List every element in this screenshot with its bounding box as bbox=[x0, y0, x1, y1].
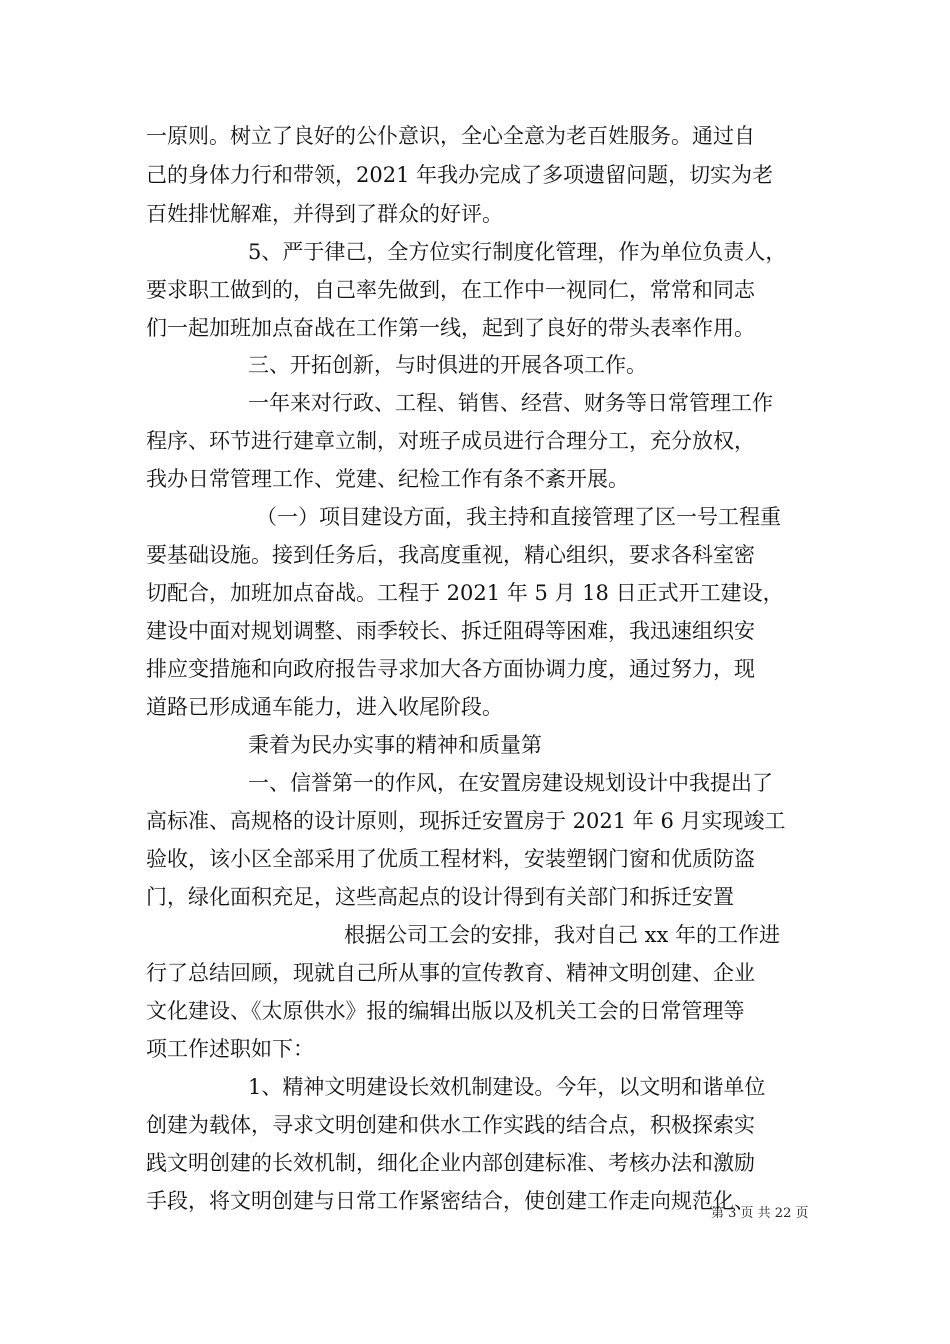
body-text-line: 一、信誉第一的作风，在安置房建设规划设计中我提出了 bbox=[248, 771, 773, 795]
body-text-line: 三、开拓创新，与时俱进的开展各项工作。 bbox=[248, 353, 647, 377]
body-text-line: 创建为载体，寻求文明创建和供水工作实践的结合点，积极探索实 bbox=[146, 1113, 755, 1137]
body-text-line: （一）项目建设方面，我主持和直接管理了区一号工程重 bbox=[256, 505, 781, 529]
body-text-line: 高标准、高规格的设计原则，现拆迁安置房于 2021 年 6 月实现竣工 bbox=[146, 809, 786, 833]
body-text-line: 建设中面对规划调整、雨季较长、拆迁阻碍等困难，我迅速组织安 bbox=[146, 619, 755, 643]
body-text-line: 验收，该小区全部采用了优质工程材料，安装塑钢门窗和优质防盗 bbox=[146, 847, 755, 871]
body-text-line: 项工作述职如下： bbox=[146, 1037, 314, 1061]
body-text-line: 要基础设施。接到任务后，我高度重视，精心组织，要求各科室密 bbox=[146, 543, 755, 567]
body-text-line: 程序、环节进行建章立制，对班子成员进行合理分工，充分放权， bbox=[146, 429, 755, 453]
body-text-line: 要求职工做到的，自己率先做到，在工作中一视同仁，常常和同志 bbox=[146, 278, 755, 302]
body-text-line: 行了总结回顾，现就自己所从事的宣传教育、精神文明创建、企业 bbox=[146, 961, 755, 985]
body-text-line: 切配合，加班加点奋战。工程于 2021 年 5 月 18 日正式开工建设， bbox=[146, 581, 784, 605]
body-text-line: 手段，将文明创建与日常工作紧密结合，使创建工作走向规范化、 bbox=[146, 1189, 755, 1213]
body-text-line: 5、严于律己，全方位实行制度化管理，作为单位负责人， bbox=[248, 240, 787, 264]
body-text-line: 己的身体力行和带领，2021 年我办完成了多项遗留问题，切实为老 bbox=[146, 163, 774, 187]
body-text-line: 道路已形成通车能力，进入收尾阶段。 bbox=[146, 695, 503, 719]
body-text-line: 百姓排忧解难，并得到了群众的好评。 bbox=[146, 202, 503, 226]
body-text-line: 一年来对行政、工程、销售、经营、财务等日常管理工作 bbox=[248, 391, 773, 415]
body-text-line: 我办日常管理工作、党建、纪检工作有条不紊开展。 bbox=[146, 467, 629, 491]
page-number-footer: 第 3 页 共 22 页 bbox=[711, 1206, 809, 1221]
body-text-line: 一原则。树立了良好的公仆意识，全心全意为老百姓服务。通过自 bbox=[146, 124, 755, 148]
body-text-line: 文化建设、《太原供水》报的编辑出版以及机关工会的日常管理等 bbox=[146, 999, 745, 1023]
body-text-line: 秉着为民办实事的精神和质量第 bbox=[248, 733, 542, 757]
body-text-line: 排应变措施和向政府报告寻求加大各方面协调力度，通过努力，现 bbox=[146, 657, 755, 681]
body-text-line: 践文明创建的长效机制，细化企业内部创建标准、考核办法和激励 bbox=[146, 1151, 755, 1175]
body-text-line: 们一起加班加点奋战在工作第一线，起到了良好的带头表率作用。 bbox=[146, 316, 755, 340]
body-text-line: 门，绿化面积充足，这些高起点的设计得到有关部门和拆迁安置 bbox=[146, 885, 734, 909]
body-text-line: 1、精神文明建设长效机制建设。今年，以文明和谐单位 bbox=[248, 1075, 766, 1099]
body-text-line: 根据公司工会的安排，我对自己 xx 年的工作进 bbox=[344, 923, 781, 947]
